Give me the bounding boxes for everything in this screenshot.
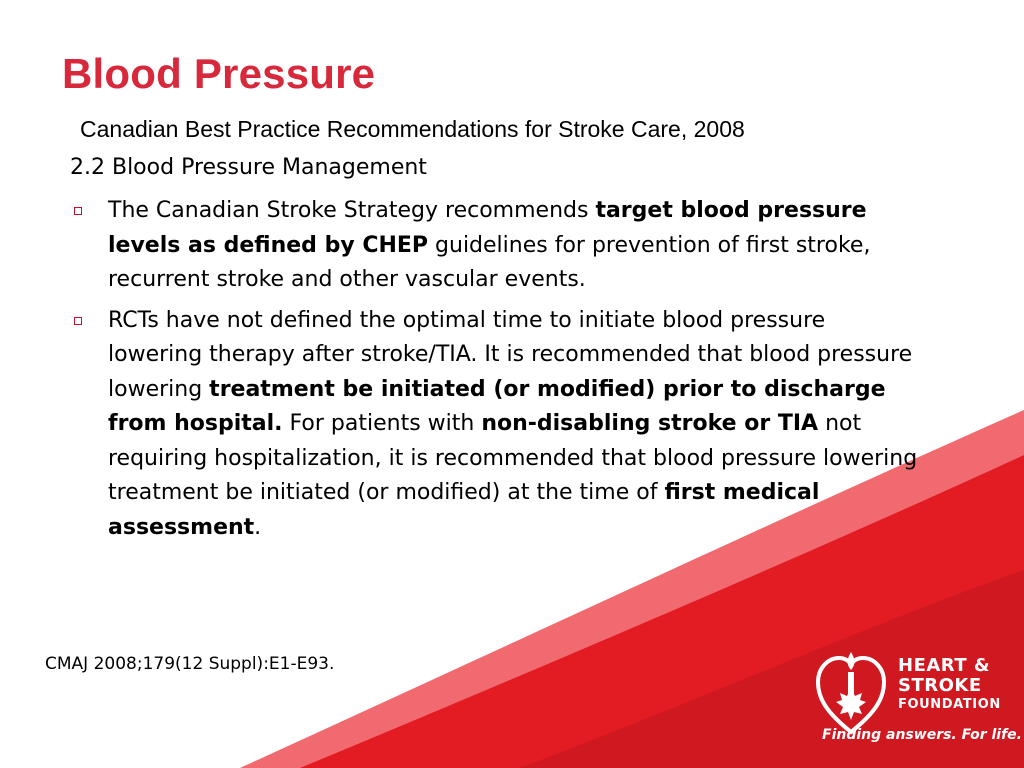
citation: CMAJ 2008;179(12 Suppl):E1-E93. [45,654,335,674]
logo-tagline: Finding answers. For life. [822,727,1022,743]
logo-line-1: HEART & [898,655,991,676]
logo-line-3: FOUNDATION [898,697,1001,712]
bullet-bold-text: target blood pressure levels as defined by CHEP [108,198,867,258]
bullet-text: RCTs have not defined the optimal time to initiate blood pressure lowering therapy after stroke/TIA. It is recommended that blood pressure lowering [108,307,913,402]
bullet-item [70,194,920,298]
bullet-text: guidelines for prevention of first stroke, recurrent stroke and other vascular events. [108,232,871,292]
logo-line-2: STROKE [898,675,982,696]
square-bullet-icon [74,317,82,325]
bullet-text: . [254,514,262,540]
bullet-bold-text: treatment be initiated (or modified) prior to discharge from hospital. [108,376,886,436]
bullet-list [70,194,920,551]
slide-subtitle: Canadian Best Practice Recommendations for Stroke Care, 2008 [80,116,745,142]
bullet-text: For patients with [282,411,482,436]
bullet-text: The Canadian Stroke Strategy recommends [108,198,596,223]
bullet-item [70,304,920,546]
slide-title: Blood Pressure [62,50,376,97]
bullet-bold-text: first medical assessment [108,480,820,540]
bullet-bold-text: non-disabling stroke or TIA [481,411,819,436]
bullet-text: not requiring hospitalization, it is recommended that blood pressure lowering treatment be initiated (or modified) at the time of [108,411,918,505]
section-heading: 2.2 Blood Pressure Management [70,155,427,180]
logo-wordmark [898,656,1001,714]
square-bullet-icon [74,207,82,215]
